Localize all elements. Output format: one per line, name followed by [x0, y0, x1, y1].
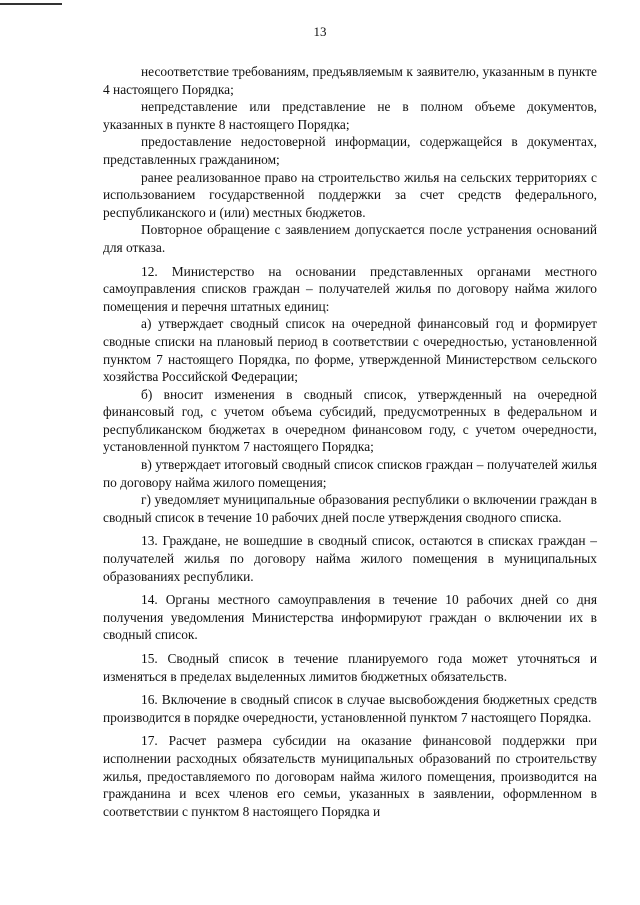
paragraph-1: несоответствие требованиям, предъявляемым к заявителю, указанным в пункте 4 настоящего Порядка;	[103, 64, 597, 97]
paragraph-12b: б) вносит изменения в сводный список, утвержденный на очередной финансовый год, с учетом объема субсидий, предусмотренных в федеральном и республиканском бюджетах в очередном финансовом году, с учетом очередности, установленной пунктом 7 настоящего Порядка;	[103, 386, 597, 455]
scan-edge-line	[0, 3, 62, 5]
paragraph-13: 13. Граждане, не вошедшие в сводный список, остаются в списках граждан – получателей жилья по договору найма жилого помещения в муниципальных образованиях республики.	[103, 533, 597, 584]
paragraph-12: 12. Министерство на основании представленных органами местного самоуправления списков граждан – получателей жилья по договору найма жилого помещения и перечня штатных единиц:	[103, 263, 597, 314]
paragraph-3: предоставление недостоверной информации, содержащейся в документах, представленных гражданином;	[103, 134, 597, 167]
paragraph-5: Повторное обращение с заявлением допускается после устранения оснований для отказа.	[103, 222, 597, 255]
paragraph-17: 17. Расчет размера субсидии на оказание финансовой поддержки при исполнении расходных обязательств муниципальных образований по строительству жилья, предоставляемого по договорам найма жилого помещения, производится на гражданина и всех членов его семьи, указанных в заявлении, оформленном в соответствии с пунктом 8 настоящего Порядка и	[103, 733, 597, 819]
paragraph-12a: а) утверждает сводный список на очередной финансовый год и формирует сводные списки на плановый период в соответствии с очередностью, установленной пунктом 7 настоящего Порядка, по форме, утвержденной Министерством сельского хозяйства Российской Федерации;	[103, 316, 597, 385]
page-number: 13	[313, 24, 327, 39]
paragraph-12d: г) уведомляет муниципальные образования республики о включении граждан в сводный список в течение 10 рабочих дней после утверждения сводного списка.	[103, 492, 597, 525]
document-body	[103, 63, 597, 820]
paragraph-4: ранее реализованное право на строительство жилья на сельских территориях с использованием государственной поддержки за счет средств федерального, республиканского и (или) местных бюджетов.	[103, 169, 597, 220]
paragraph-14: 14. Органы местного самоуправления в течение 10 рабочих дней со дня получения уведомления Министерства информируют граждан о включении их в сводный список.	[103, 592, 597, 643]
paragraph-15: 15. Сводный список в течение планируемого года может уточняться и изменяться в пределах выделенных лимитов бюджетных обязательств.	[103, 651, 597, 684]
paragraph-2: непредставление или представление не в полном объеме документов, указанных в пункте 8 настоящего Порядка;	[103, 99, 597, 132]
paragraph-12c: в) утверждает итоговый сводный список списков граждан – получателей жилья по договору найма жилого помещения;	[103, 457, 597, 490]
paragraph-16: 16. Включение в сводный список в случае высвобождения бюджетных средств производится в порядке очередности, установленной пунктом 7 настоящего Порядка.	[103, 692, 597, 725]
